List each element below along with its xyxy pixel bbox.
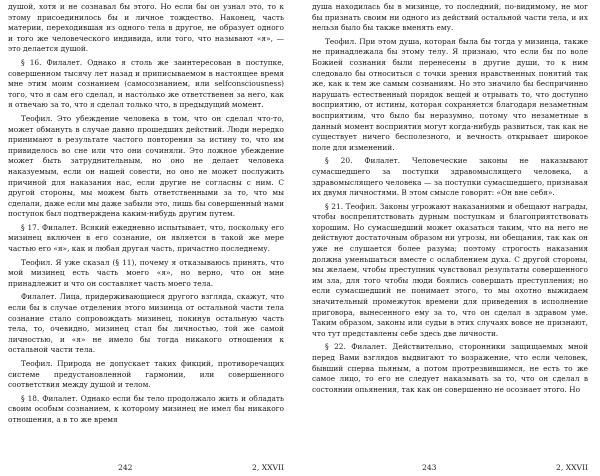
paragraph: § 20. Филалет. Человеческие законы не наказывают сумасшедшего за поступки здравомыслящего человека, а здравомыслящего человека — за поступки сумасшедшего, признавая их двумя личностями. В этом смысле говорят: «Он вне себя». [312,156,588,198]
left-page-body [8,0,284,448]
paragraph: Теофил. При этом душа, которая была бы тогда у мизинца, также не принадлежала бы этому телу. Я признаю, что если бы по воле Божией сознания были перенесены в другие души, то к ним следовало бы относиться с точки зрения нравственных понятий так же, как к тем же самым сознаниям. Но это значило бы беспричинно нарушать естественный порядок вещей и отрывать то, что доступно восприятию, от истины, которая сохраняется благодаря незаметным восприятиям, что было бы неразумно, потому что незаметные в данный момент восприятия могут когда-нибудь развиться, так как не существует ничего бесполезного, и вечность открывает широкое поле для изменений. [312,36,588,152]
section-signature: 2, XXVII [556,463,588,472]
left-page [8,0,284,476]
right-page-body [312,0,588,448]
page-number: 242 [118,463,133,472]
right-page [312,0,588,476]
paragraph: душой, хотя и не сознавал бы этого. Но если бы он узнал это, то к этому присоединилось бы и личное тождество. Наконец, часть материи, переходившая из одного тела в другое, не образует одного и того же человеческого индивида, или того, что называют «я», — это делается душой. [8,2,284,54]
paragraph: душа находилась бы в мизинце, то последний, по-видимому, не мог бы признать своим ни одного из действий остальной части тела, и их нельзя было бы также вменять ему. [312,2,588,33]
section-signature: 2, XXVII [252,463,284,472]
paragraph: Теофил. Это убеждение человека в том, что он сделал что-то, может обмануть в случае давно прошедших действий. Люди нередко принимают в результате частого повторения за истину то, что им привиделось во сне или что они сочиняли. Это ложное убеждение может быть затруднительным, но оно не делает человека наказуемым, если он нашей совести, но оно не может послужить причиной для наказания нас, если другие не согласны с ним. С другой стороны, мы можем быть ответственными за то, что мы сделали, даже если мы даже забыли это, лишь бы совершенный нами поступок был подтверждена каким-нибудь другим путем. [8,113,284,219]
paragraph: Теофил. Природа не допускает таких фикций, противоречащих системе предустановленной гармонии, или совершенного соответствия между душой и телом. [8,359,284,390]
page-number: 243 [422,463,437,472]
paragraph: § 21. Теофил. Законы угрожают наказаниями и обещают награды, чтобы воспрепятствовать дурным поступкам и благоприятствовать хорошим. Но сумасшедший может оказаться таким, что на него не действуют достаточным образом ни угрозы, ни обещания, так как он уже не слушается более разума; поэтому строгость наказания должна уменьшаться вместе с ослаблением духа. С другой стороны, мы желаем, чтобы преступник чувствовал результаты совершенного им зла, для того чтобы люди боялись совершать преступления; но если сумасшедший не понимает этого, то мы охотно выжидаем значительный промежуток времени для приведения в исполнение приговора, вынесенного ему за то, что он сделал в здравом уме. Таким образом, законы или судьи в этих случаях вовсе не признают, что тут представлены себе здесь две личности. [312,201,588,338]
paragraph: Теофил. Я уже сказал (§ 11), почему я отказываюсь принять, что мой мизинец есть часть моего «я», но верно, что он мне принадлежит и что он составляет часть моего тела. [8,257,284,288]
right-page-footer [312,460,588,472]
paragraph: § 17. Филалет. Всякий ежедневно испытывает, что, поскольку его мизинец включен в его сознание, он является в такой же мере частью его «я», как и любая другая часть, причастно последнему. [8,222,284,254]
paragraph: Филалет. Лица, придерживающиеся другого взгляда, скажут, что если бы в случае отделения этого мизинца от остальной части тела сознание стало сопровождать мизинец, покинув остальную часть тела, то, очевидно, мизинец стал бы личностью, той же самой личностью, и «я» не имело бы тогда никакого отношения к остальной части тела. [8,292,284,355]
paragraph: § 16. Филалет. Однако я столь же заинтересован в поступке, совершенном тысячу лет назад и приписываемом в настоящее время мне этим моим сознанием (самосознанием, или selfconsciousness) того, что я сам его сделал, и настолько же ответственен за него, как я отвечаю за то, что я сделал только что, в предыдущий момент. [8,57,284,110]
paragraph: § 18. Филалет. Однако если бы тело продолжало жить и обладать своим особым сознанием, к которому мизинец не имел бы никакого отношения, а в то же время [8,393,284,424]
left-page-footer [8,460,284,472]
paragraph: § 22. Филалет. Действительно, сторонники защищаемых мной перед Вами взглядов выдвигают то возражение, что если человек, бывший сперва пьяным, а потом протрезвившимся, не есть то же самое лицо, то его не следует наказывать за то, что он сделал в состоянии опьянения, так как он совершенно не осознает этого. Но [312,342,588,394]
